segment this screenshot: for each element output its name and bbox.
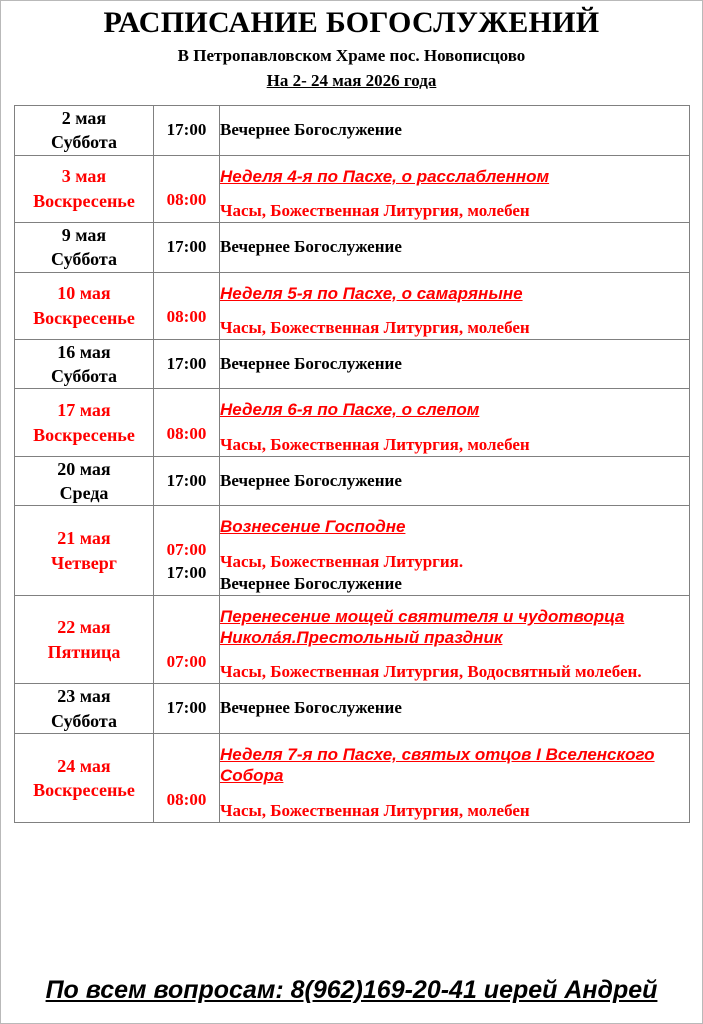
- service-time-cell: [154, 734, 220, 823]
- service-date-cell: [15, 222, 154, 272]
- service-description: Вечернее Богослужение: [220, 119, 402, 139]
- service-date-cell: [15, 339, 154, 389]
- service-time-cell: [154, 106, 220, 156]
- service-description-cell: [220, 272, 690, 339]
- service-time: 17:00: [166, 698, 207, 718]
- service-weekday: Суббота: [51, 366, 117, 387]
- service-day-month: 3 мая: [61, 166, 107, 187]
- service-date-cell: [15, 155, 154, 222]
- church-name: В Петропавловском Храме пос. Новописцово: [177, 46, 526, 66]
- table-row: [15, 684, 690, 734]
- service-description: Вечернее Богослужение: [220, 470, 402, 490]
- table-row: [15, 222, 690, 272]
- service-time: 17:00: [166, 353, 207, 373]
- service-time-cell: [154, 339, 220, 389]
- service-description-cell: [220, 734, 690, 823]
- service-description: Часы, Божественная Литургия.: [220, 551, 464, 571]
- service-list: [220, 551, 689, 595]
- service-date-cell: [15, 506, 154, 595]
- feast-title: Неделя 4-я по Пасхе, о расслабленном: [220, 166, 550, 186]
- service-day-month: 2 мая: [61, 108, 107, 128]
- service-description-cell: [220, 106, 690, 156]
- service-time: 17:00: [166, 236, 207, 256]
- service-weekday: Четверг: [51, 552, 117, 573]
- schedule-table: [14, 105, 690, 823]
- service-time-cell: [154, 684, 220, 734]
- service-description: Часы, Божественная Литургия, Водосвятный молебен.: [220, 662, 642, 682]
- service-weekday: Воскресенье: [33, 424, 135, 445]
- service-description-cell: [220, 155, 690, 222]
- service-weekday: Среда: [59, 483, 109, 504]
- service-description-cell: [220, 456, 690, 506]
- service-time: 07:00: [166, 539, 207, 559]
- service-description-cell: [220, 684, 690, 734]
- service-day-month: 10 мая: [57, 283, 111, 304]
- service-weekday: Воскресенье: [33, 779, 135, 800]
- service-date-cell: [15, 106, 154, 156]
- service-time-cell: [154, 506, 220, 595]
- service-weekday: Суббота: [51, 710, 117, 731]
- service-description: Вечернее Богослужение: [220, 698, 402, 718]
- service-time: 08:00: [166, 423, 207, 443]
- schedule-table-wrapper: [14, 105, 689, 823]
- service-description-cell: [220, 389, 690, 456]
- service-list: [220, 661, 689, 683]
- service-day-month: 22 мая: [57, 617, 111, 638]
- service-time-cell: [154, 595, 220, 684]
- service-time-cell: [154, 155, 220, 222]
- service-weekday: Суббота: [51, 132, 117, 153]
- service-time: 08:00: [166, 190, 207, 209]
- service-description: Часы, Божественная Литургия, молебен: [220, 317, 530, 337]
- table-row: [15, 506, 690, 595]
- service-weekday: Пятница: [47, 641, 121, 662]
- service-day-month: 23 мая: [57, 686, 111, 707]
- service-day-month: 9 мая: [61, 224, 107, 245]
- service-time: 17:00: [166, 470, 207, 490]
- service-time: 08:00: [166, 306, 207, 326]
- service-description: Вечернее Богослужение: [220, 236, 402, 256]
- service-description: Вечернее Богослужение: [220, 573, 402, 593]
- schedule-table-body: [15, 106, 690, 823]
- table-row: [15, 339, 690, 389]
- footer: [1, 976, 702, 1005]
- service-list: [220, 200, 689, 222]
- page-title: РАСПИСАНИЕ БОГОСЛУЖЕНИЙ: [103, 6, 600, 39]
- service-time-cell: [154, 222, 220, 272]
- table-row: [15, 155, 690, 222]
- service-weekday: Воскресенье: [33, 190, 135, 211]
- service-weekday: Суббота: [51, 249, 117, 270]
- service-day-month: 21 мая: [57, 528, 111, 549]
- date-range: На 2- 24 мая 2026 года: [266, 70, 437, 90]
- feast-title: Неделя 5-я по Пасхе, о самаряныне: [220, 283, 523, 303]
- service-date-cell: [15, 456, 154, 506]
- service-date-cell: [15, 684, 154, 734]
- service-description: Вечернее Богослужение: [220, 353, 402, 373]
- service-time-cell: [154, 456, 220, 506]
- service-description-cell: [220, 506, 690, 595]
- feast-title: Неделя 7-я по Пасхе, святых отцов I Вселенского Собора: [220, 745, 655, 786]
- contact-info: По всем вопросам: 8(962)169-20-41 иерей Андрей: [45, 976, 658, 1004]
- table-row: [15, 734, 690, 823]
- service-day-month: 17 мая: [57, 400, 111, 421]
- service-list: [220, 800, 689, 822]
- service-description: Часы, Божественная Литургия, молебен: [220, 200, 530, 220]
- service-date-cell: [15, 595, 154, 684]
- service-description-cell: [220, 339, 690, 389]
- service-time: 17:00: [166, 562, 207, 582]
- service-description-cell: [220, 222, 690, 272]
- service-date-cell: [15, 272, 154, 339]
- service-date-cell: [15, 734, 154, 823]
- table-row: [15, 106, 690, 156]
- service-description-cell: [220, 595, 690, 684]
- service-time: 17:00: [166, 119, 207, 139]
- document-header: [1, 1, 702, 91]
- table-row: [15, 389, 690, 456]
- service-day-month: 24 мая: [57, 755, 111, 776]
- service-description: Часы, Божественная Литургия, молебен: [220, 434, 530, 454]
- service-date-cell: [15, 389, 154, 456]
- table-row: [15, 456, 690, 506]
- service-time: 07:00: [166, 651, 207, 671]
- service-time-cell: [154, 272, 220, 339]
- feast-title: Вознесение Господне: [220, 517, 406, 537]
- table-row: [15, 272, 690, 339]
- feast-title: Неделя 6-я по Пасхе, о слепом: [220, 400, 480, 420]
- service-time: 08:00: [166, 789, 207, 809]
- service-list: [220, 317, 689, 339]
- feast-title: Перенесение мощей святителя и чудотворца Никола́я.Престольный праздник: [220, 606, 625, 648]
- service-description: Часы, Божественная Литургия, молебен: [220, 800, 530, 820]
- table-row: [15, 595, 690, 684]
- service-day-month: 20 мая: [57, 458, 111, 479]
- service-weekday: Воскресенье: [33, 307, 135, 328]
- service-list: [220, 434, 689, 456]
- service-time-cell: [154, 389, 220, 456]
- service-day-month: 16 мая: [57, 341, 111, 362]
